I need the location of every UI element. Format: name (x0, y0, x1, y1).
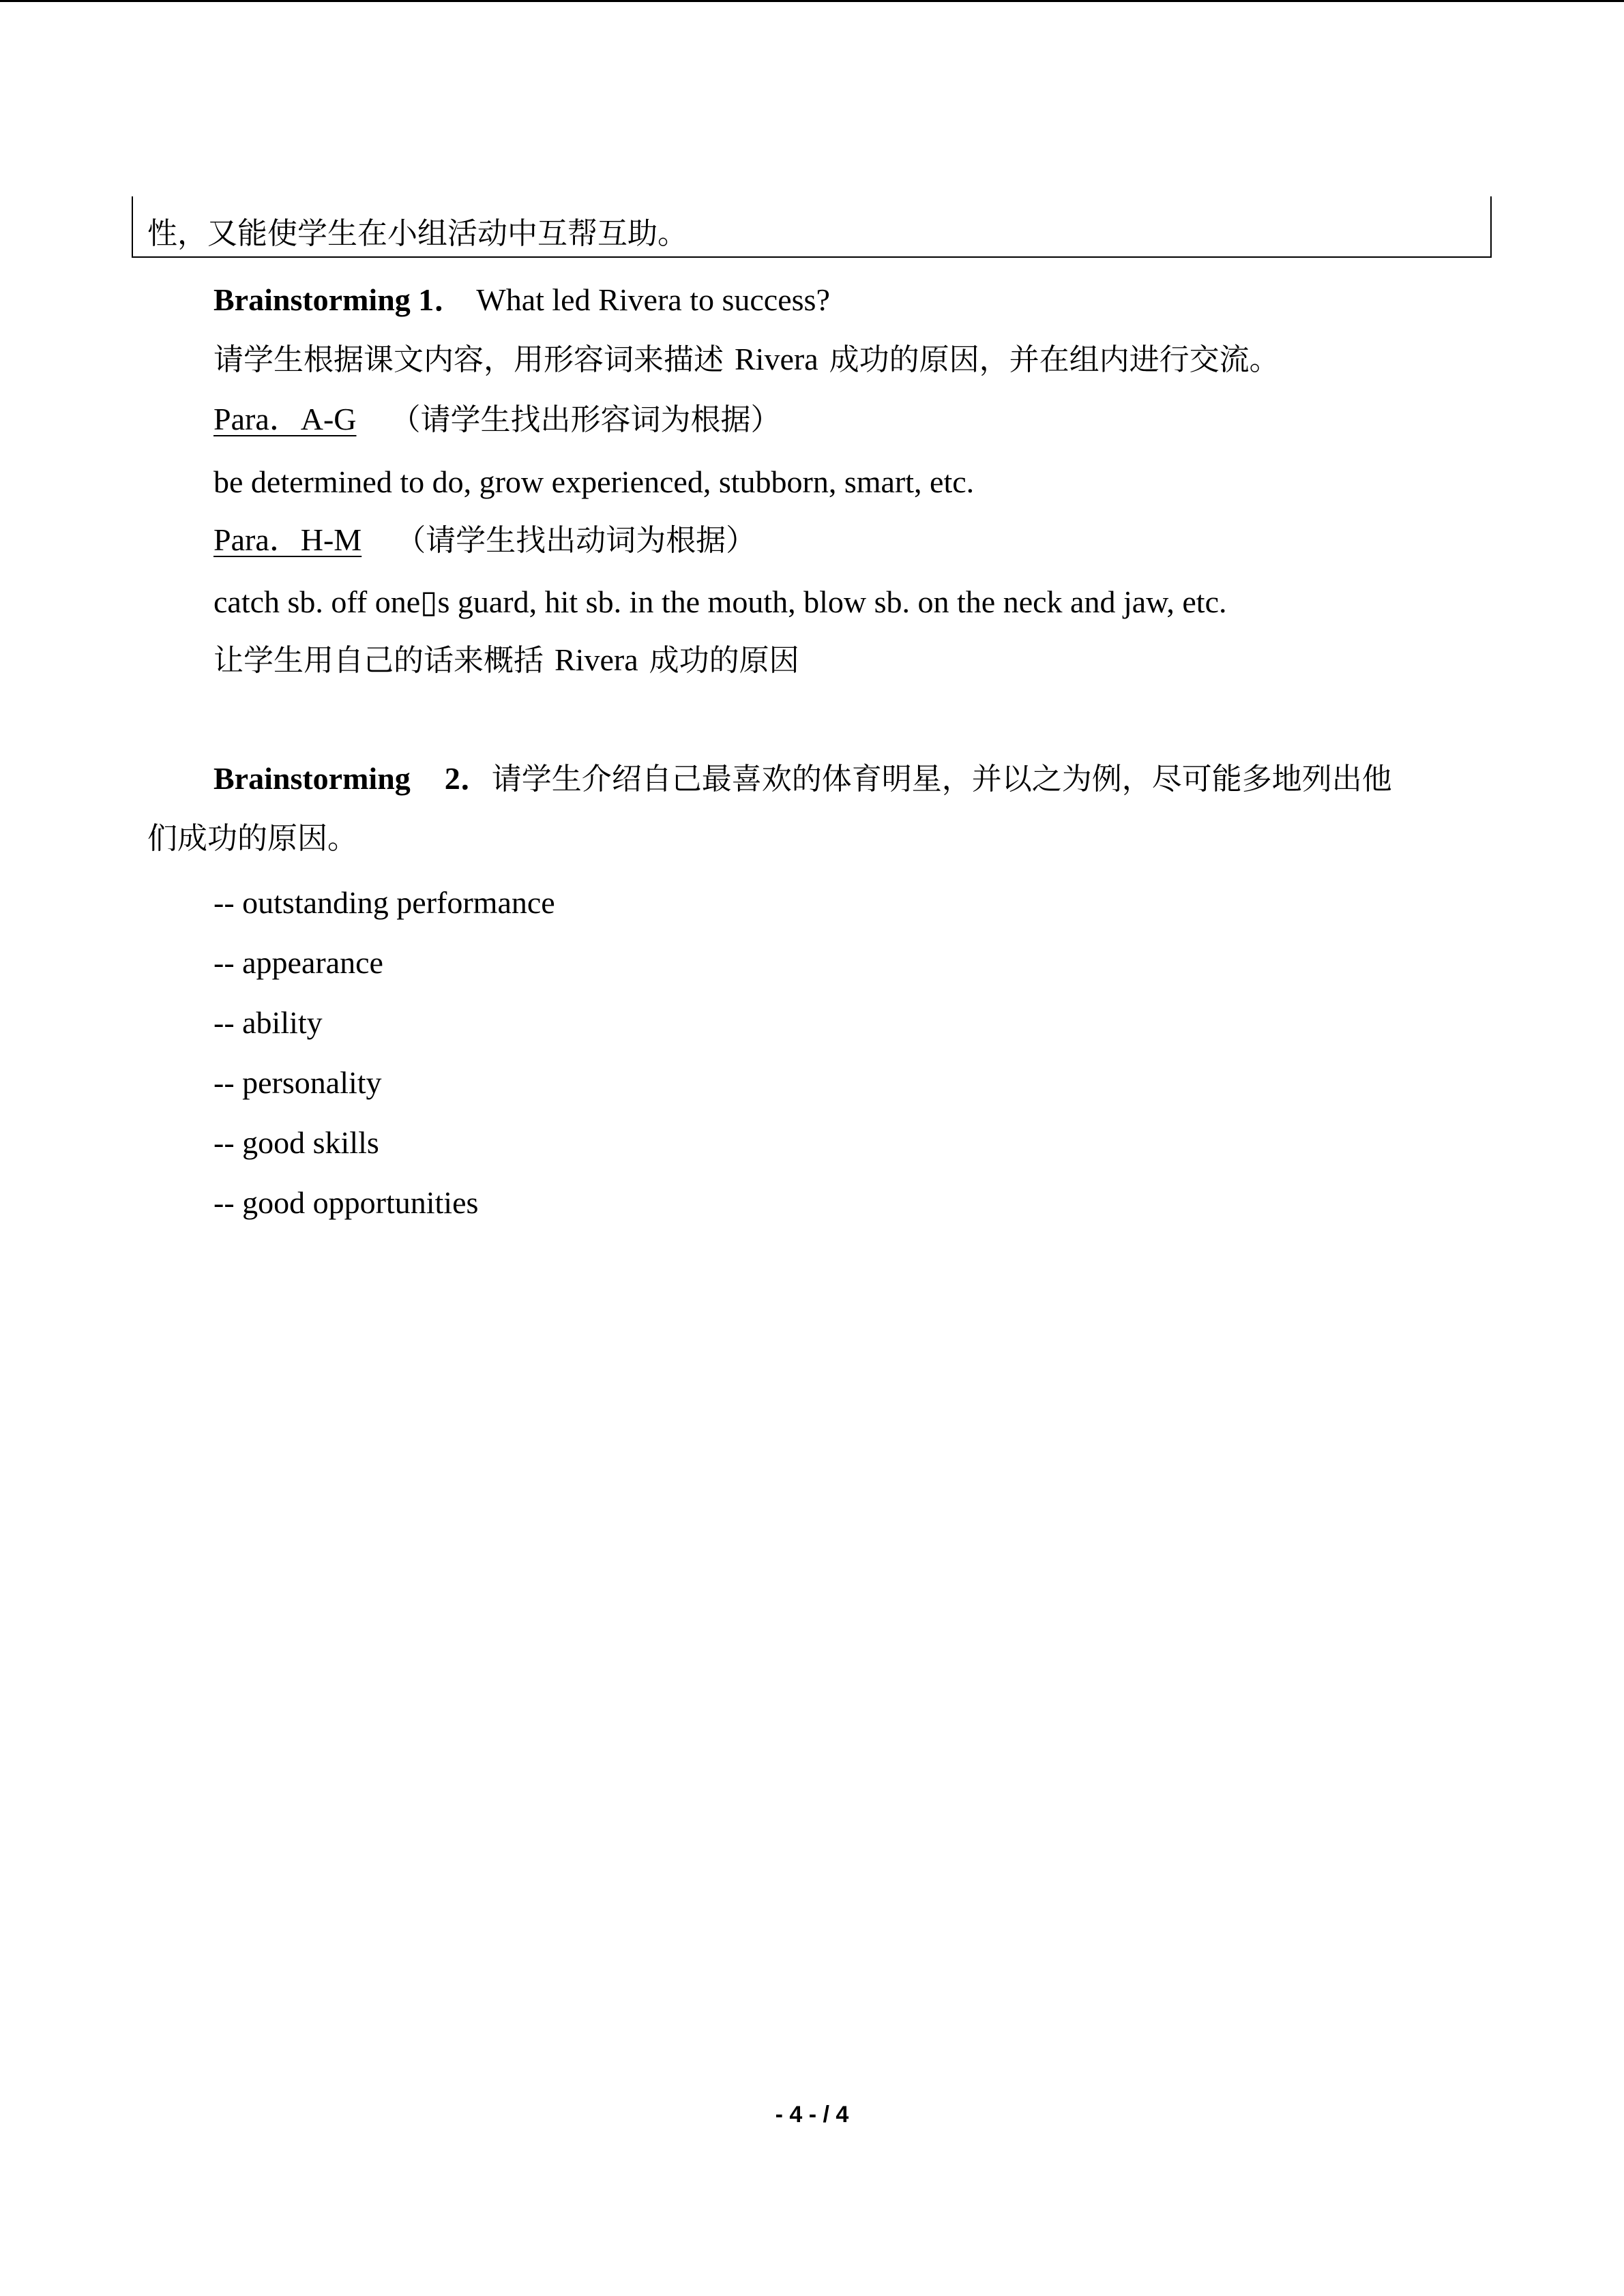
brainstorm2-number: 2． (444, 761, 492, 796)
page-number: - 4 - / 4 (775, 2102, 849, 2128)
brainstorm1-summary (213, 640, 799, 681)
brainstorm1-heading-line (213, 280, 830, 321)
para2-answers: catch sb. off one▯s guard, hit sb. in the mouth, blow sb. on the neck and jaw, etc. (213, 584, 1227, 619)
list-item: -- good opportunities (213, 1185, 479, 1220)
para2-line (213, 520, 756, 561)
brainstorm2-instruction-line2: 们成功的原因。 (147, 821, 357, 856)
list-item: -- ability (213, 1005, 323, 1040)
list-item: -- personality (213, 1065, 382, 1100)
page-top-border (0, 0, 1624, 2)
brainstorm1-heading: Brainstorming 1． (213, 282, 466, 317)
para1-note: （请学生找出形容词为根据） (390, 402, 781, 437)
box-continuation-text: 性，又能使学生在小组活动中互帮互助。 (147, 216, 688, 251)
para1-line (213, 399, 781, 441)
instruction-name: Rivera (735, 342, 818, 376)
brainstorm1-instruction (213, 339, 1280, 381)
para1-label: Para．A-G (213, 402, 357, 436)
brainstorm2-heading: Brainstorming (213, 761, 411, 796)
brainstorm1-question: What led Rivera to success? (476, 282, 830, 317)
para2-note: （请学生找出动词为根据） (396, 523, 756, 558)
para2-label: Para．H-M (213, 522, 362, 557)
brainstorm2-heading-line (213, 758, 1392, 800)
summary-text-post: 成功的原因 (649, 643, 799, 678)
brainstorm2-instruction-line1: 请学生介绍自己最喜欢的体育明星，并以之为例，尽可能多地列出他 (491, 762, 1392, 796)
list-item: -- outstanding performance (213, 885, 555, 920)
list-item: -- appearance (213, 945, 383, 980)
instruction-text-pre: 请学生根据课文内容，用形容词来描述 (213, 342, 724, 377)
summary-name: Rivera (555, 642, 638, 677)
summary-text-pre: 让学生用自己的话来概括 (213, 643, 544, 678)
instruction-text-post: 成功的原因，并在组内进行交流。 (829, 342, 1280, 377)
list-item: -- good skills (213, 1125, 379, 1160)
para1-answers: be determined to do, grow experienced, stubborn, smart, etc. (213, 464, 975, 499)
